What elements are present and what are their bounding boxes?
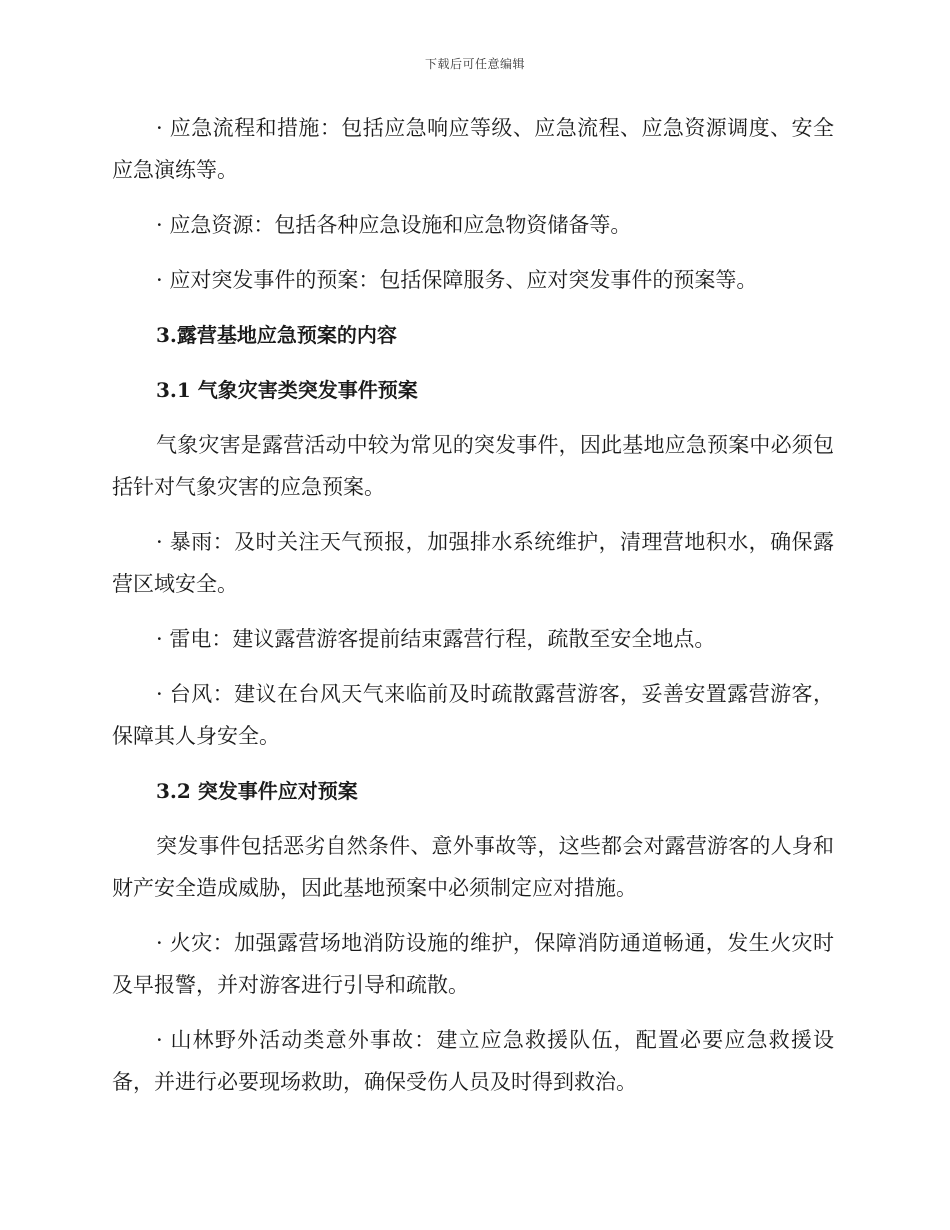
bullet-fire: · 火灾：加强露营场地消防设施的维护，保障消防通道畅通，发生火灾时及早报警，并对游客进行引导和疏散。	[112, 931, 834, 997]
section-heading-3: 3.露营基地应急预案的内容	[156, 323, 397, 347]
document-body	[112, 107, 834, 1116]
bullet-emergency-process: · 应急流程和措施：包括应急响应等级、应急流程、应急资源调度、安全应急演练等。	[112, 116, 834, 182]
bullet-outdoor-accident: · 山林野外活动类意外事故：建立应急救援队伍，配置必要应急救援设备，并进行必要现场救助，确保受伤人员及时得到救治。	[112, 1028, 834, 1094]
bullet-typhoon: · 台风：建议在台风天气来临前及时疏散露营游客，妥善安置露营游客，保障其人身安全。	[112, 682, 834, 748]
bullet-thunder: · 雷电：建议露营游客提前结束露营行程，疏散至安全地点。	[156, 627, 716, 651]
section-heading-3-2: 3.2 突发事件应对预案	[156, 779, 358, 803]
bullet-rainstorm: · 暴雨：及时关注天气预报，加强排水系统维护，清理营地积水，确保露营区域安全。	[112, 530, 834, 596]
section-heading-3-1: 3.1 气象灾害类突发事件预案	[156, 378, 418, 402]
paragraph-emergency-intro: 突发事件包括恶劣自然条件、意外事故等，这些都会对露营游客的人身和财产安全造成威胁，因此基地预案中必须制定应对措施。	[112, 834, 834, 900]
bullet-emergency-resources: · 应急资源：包括各种应急设施和应急物资储备等。	[156, 213, 632, 237]
page-header: 下载后可任意编辑	[424, 57, 525, 71]
bullet-contingency-plan: · 应对突发事件的预案：包括保障服务、应对突发事件的预案等。	[156, 268, 758, 292]
paragraph-weather-intro: 气象灾害是露营活动中较为常见的突发事件，因此基地应急预案中必须包括针对气象灾害的应急预案。	[112, 433, 834, 499]
